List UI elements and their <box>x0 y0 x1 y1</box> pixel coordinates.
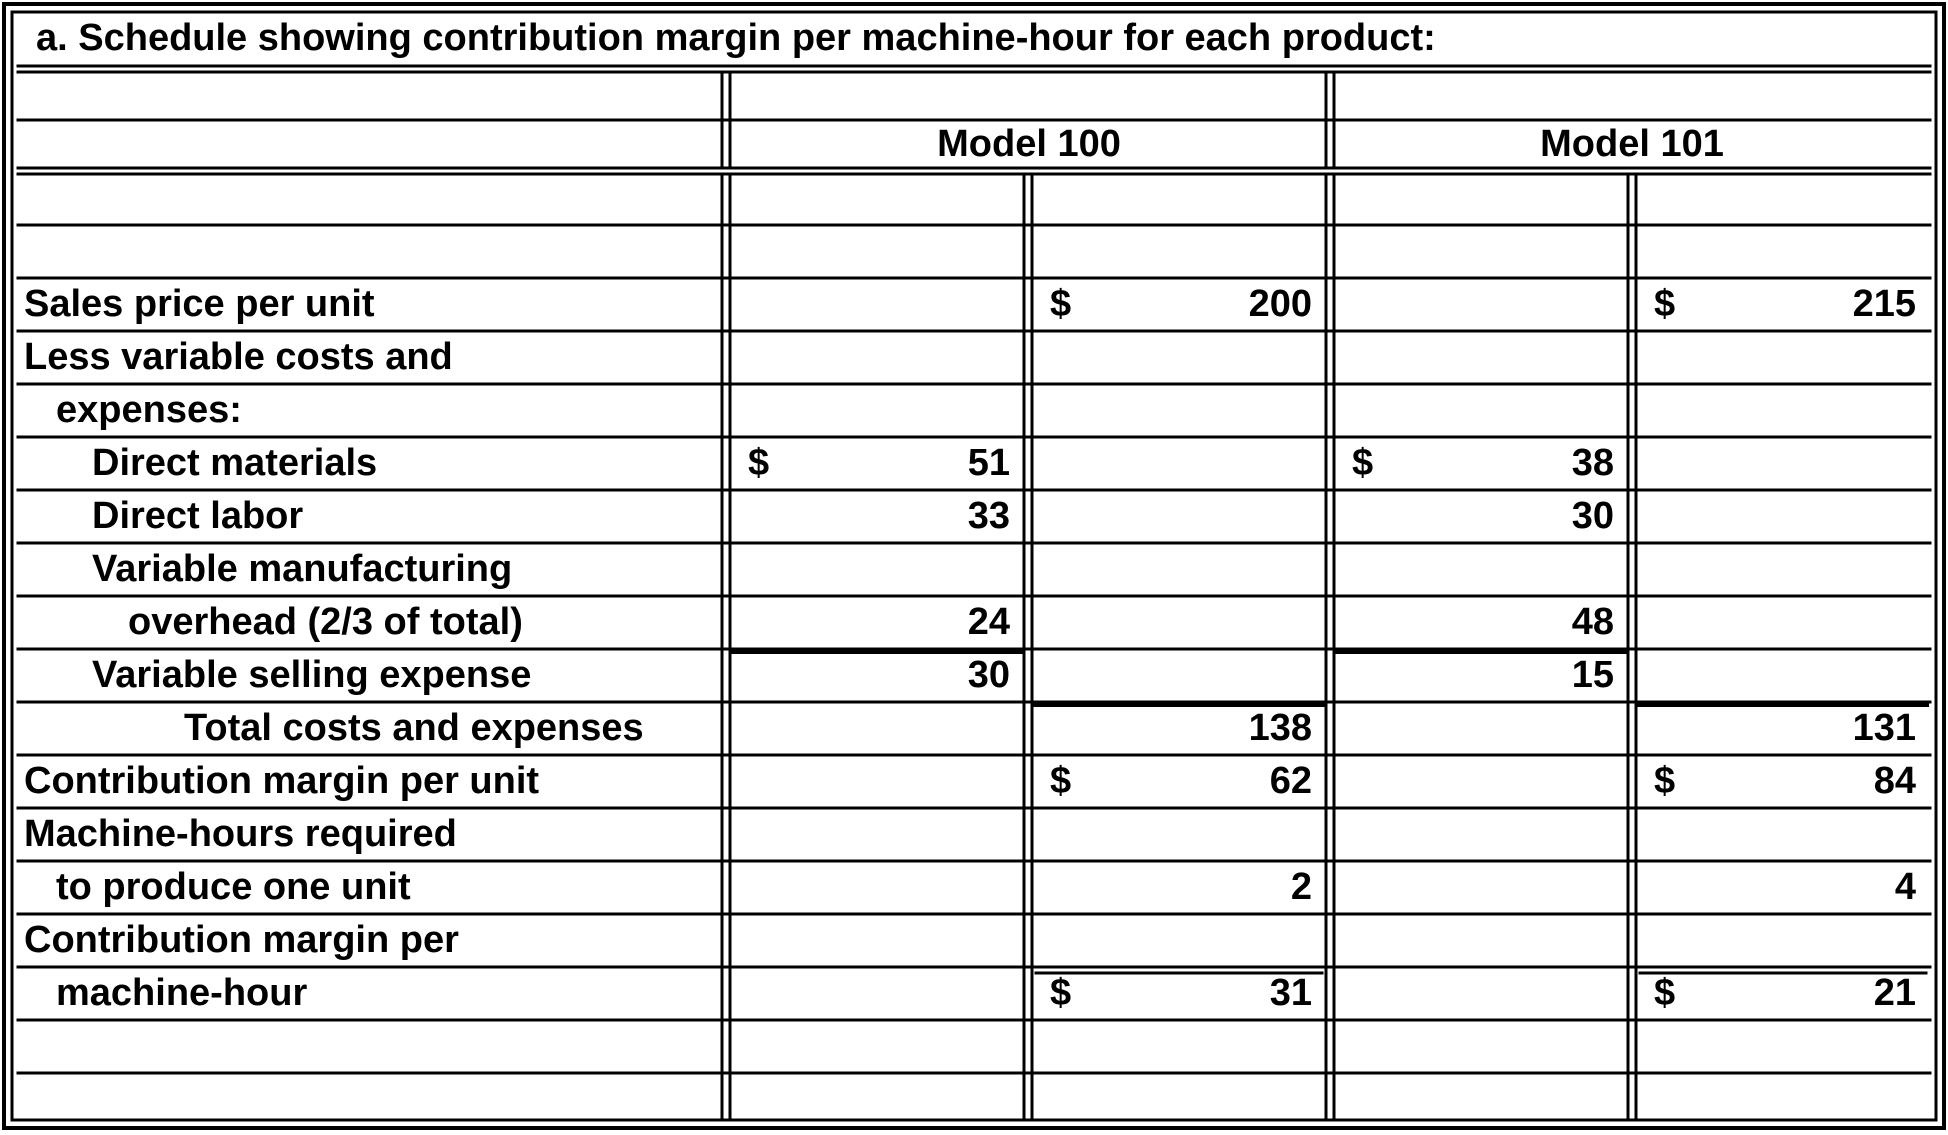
row-label: Contribution margin per unit <box>24 760 540 802</box>
value-m101-outer: 131 <box>1852 707 1916 749</box>
value-m101-outer: 84 <box>1873 760 1916 802</box>
row-label: overhead (2/3 of total) <box>128 601 523 643</box>
row-label: Less variable costs and <box>24 336 453 378</box>
value-m100-inner: 30 <box>967 654 1010 696</box>
value-m101-inner: 38 <box>1571 442 1614 484</box>
dollar-sign: $ <box>1654 283 1676 325</box>
header-model-100: Model 100 <box>937 123 1121 165</box>
row-label: Sales price per unit <box>24 283 375 325</box>
value-m101-inner: 15 <box>1571 654 1614 696</box>
value-m100-outer: 138 <box>1248 707 1312 749</box>
dollar-sign: $ <box>1050 760 1072 802</box>
row-label: to produce one unit <box>56 866 411 908</box>
dollar-sign: $ <box>1050 972 1072 1014</box>
value-m100-outer: 200 <box>1248 283 1312 325</box>
value-m100-outer: 31 <box>1269 972 1312 1014</box>
value-m100-inner: 51 <box>967 442 1010 484</box>
row-label: Variable manufacturing <box>92 548 513 590</box>
row-label: Variable selling expense <box>92 654 532 696</box>
value-m100-outer: 62 <box>1269 760 1312 802</box>
dollar-sign: $ <box>748 442 770 484</box>
row-label: machine-hour <box>56 972 308 1014</box>
value-m101-outer: 21 <box>1873 972 1916 1014</box>
dollar-sign: $ <box>1352 442 1374 484</box>
row-label: Total costs and expenses <box>184 707 644 749</box>
row-label: Direct labor <box>92 495 304 537</box>
value-m100-outer: 2 <box>1290 866 1312 908</box>
value-m101-inner: 30 <box>1571 495 1614 537</box>
row-label: Direct materials <box>92 442 378 484</box>
row-label: Machine-hours required <box>24 813 457 855</box>
dollar-sign: $ <box>1050 283 1072 325</box>
value-m100-inner: 33 <box>967 495 1010 537</box>
row-label: Contribution margin per <box>24 919 459 961</box>
value-m101-inner: 48 <box>1571 601 1614 643</box>
schedule-title: a. Schedule showing contribution margin per machine-hour for each product: <box>36 17 1436 59</box>
value-m100-inner: 24 <box>967 601 1010 643</box>
row-label: expenses: <box>56 389 242 431</box>
dollar-sign: $ <box>1654 972 1676 1014</box>
dollar-sign: $ <box>1654 760 1676 802</box>
header-model-101: Model 101 <box>1540 123 1724 165</box>
value-m101-outer: 215 <box>1852 283 1916 325</box>
value-m101-outer: 4 <box>1894 866 1916 908</box>
